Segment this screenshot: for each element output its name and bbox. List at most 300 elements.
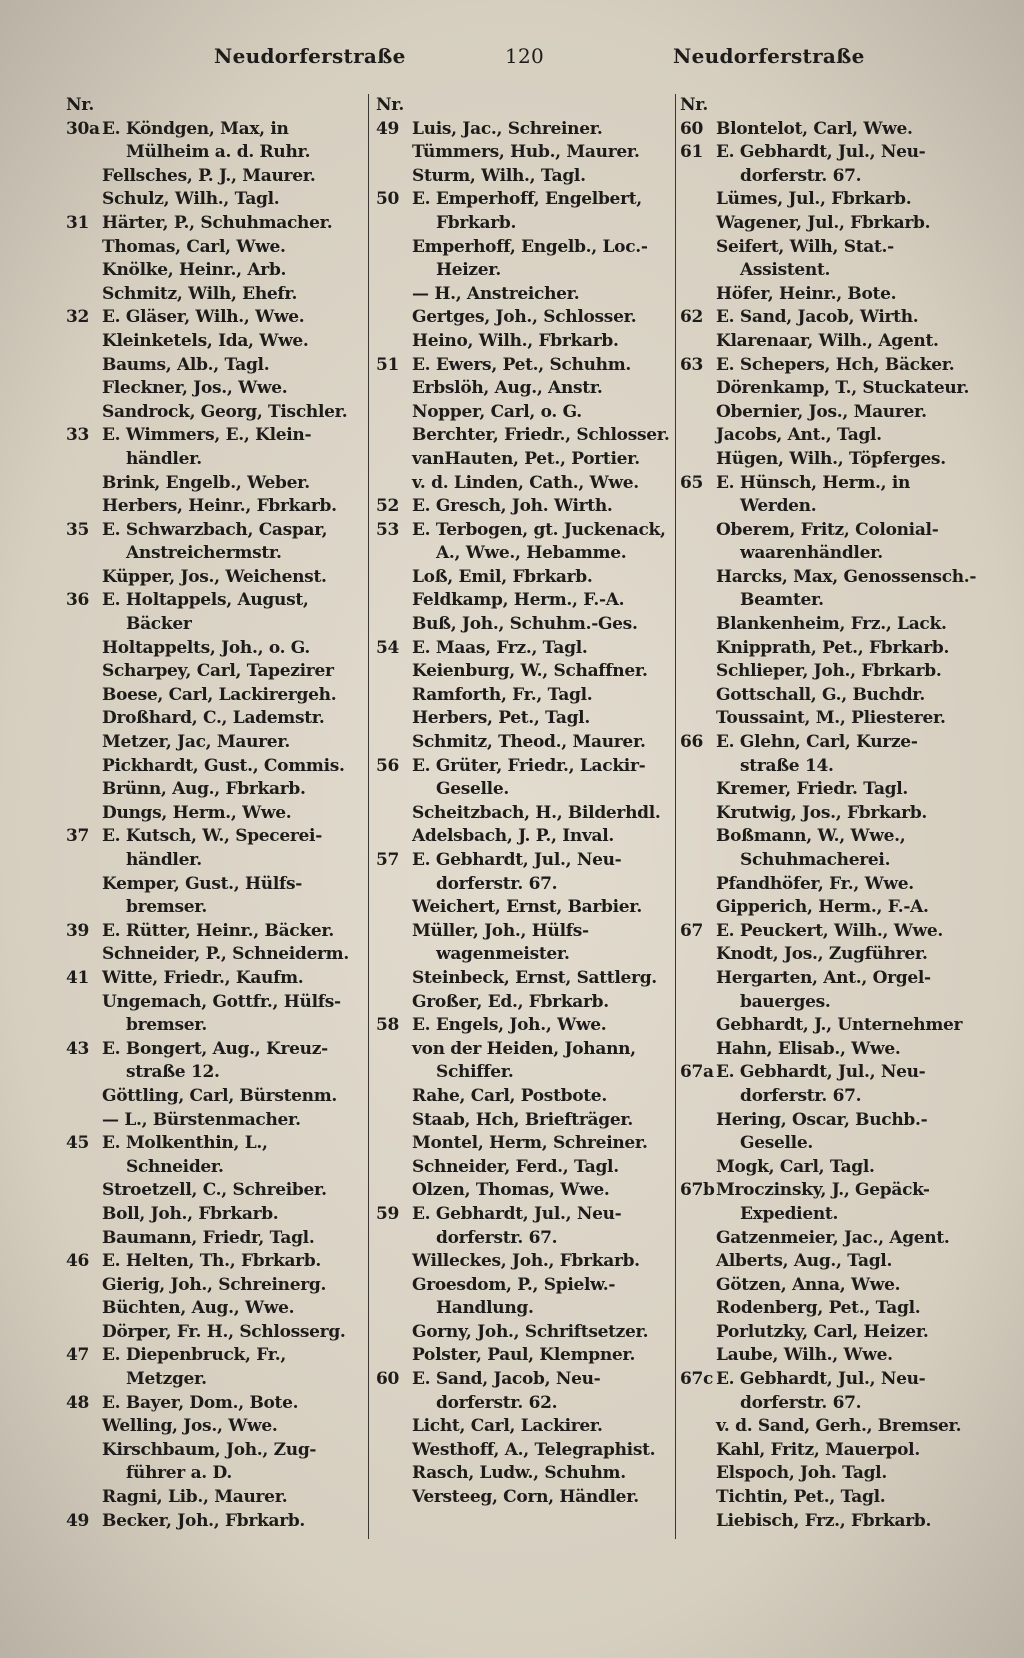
directory-entry-line — [376, 778, 668, 802]
directory-entry-line — [66, 1014, 358, 1038]
directory-column-1 — [66, 94, 358, 1533]
entry-text: Feldkamp, Herm., F.-A. — [412, 590, 625, 611]
directory-entry-line — [680, 188, 972, 212]
directory-entry-line — [376, 1109, 668, 1133]
entry-text: E. Terbogen, gt. Juckenack, — [412, 519, 666, 540]
directory-entry-line — [680, 1321, 972, 1345]
entry-text: Hügen, Wilh., Töpferges. — [716, 448, 946, 469]
entry-text: bremser. — [126, 897, 207, 918]
entry-text: Geselle. — [436, 779, 509, 800]
directory-entry-line — [376, 660, 668, 684]
directory-entry-line — [376, 330, 668, 354]
directory-entry-line — [680, 212, 972, 236]
directory-entry-line — [680, 1462, 972, 1486]
directory-entry-line — [680, 660, 972, 684]
entry-text: Licht, Carl, Lackirer. — [412, 1416, 603, 1437]
entry-text: Harcks, Max, Genossensch.- — [716, 566, 977, 587]
directory-entry-line — [680, 259, 972, 283]
entry-text: Berchter, Friedr., Schlosser. — [412, 425, 670, 446]
directory-entry-line — [66, 283, 358, 307]
directory-entry-line — [66, 1392, 358, 1416]
directory-entry-line — [376, 236, 668, 260]
directory-entry-line — [376, 283, 668, 307]
entry-text: Boese, Carl, Lackirergeh. — [102, 684, 337, 705]
entry-text: Nopper, Carl, o. G. — [412, 401, 582, 422]
entry-text: E. Bongert, Aug., Kreuz- — [102, 1038, 328, 1059]
directory-entry-line — [66, 873, 358, 897]
directory-entry-line — [66, 1156, 358, 1180]
entry-text: E. Emperhoff, Engelbert, — [412, 189, 642, 210]
entry-text: händler. — [126, 850, 202, 870]
entry-text: Nr. — [66, 95, 94, 115]
directory-entry-line — [376, 377, 668, 401]
entry-text: Hering, Oscar, Buchb.- — [716, 1109, 928, 1130]
entry-text: Beamter. — [740, 590, 824, 611]
directory-entry-line — [680, 1085, 972, 1109]
directory-entry-line — [680, 1109, 972, 1133]
directory-entry-line — [376, 1486, 668, 1510]
entry-text: Boßmann, W., Wwe., — [716, 826, 906, 847]
directory-entry-line — [680, 755, 972, 779]
house-number: 30a — [66, 118, 100, 139]
directory-entry-line — [376, 755, 668, 779]
entry-text: v. d. Linden, Cath., Wwe. — [412, 472, 639, 493]
directory-entry-line — [66, 259, 358, 283]
entry-text: Porlutzky, Carl, Heizer. — [716, 1321, 929, 1342]
entry-text: Olzen, Thomas, Wwe. — [412, 1180, 610, 1201]
entry-text: Baumann, Friedr, Tagl. — [102, 1227, 315, 1248]
entry-text: Schmitz, Wilh, Ehefr. — [102, 283, 298, 304]
directory-entry-line — [376, 967, 668, 991]
page-number: 120 — [505, 44, 545, 68]
entry-text: Brink, Engelb., Weber. — [102, 472, 310, 493]
directory-entry-line — [66, 1462, 358, 1486]
entry-text: bauerges. — [740, 991, 831, 1012]
directory-entry-line — [680, 637, 972, 661]
entry-text: Schlieper, Joh., Fbrkarb. — [716, 661, 942, 682]
column-heading — [66, 94, 358, 118]
entry-text: Ungemach, Gottfr., Hülfs- — [102, 991, 341, 1012]
directory-entry-line — [376, 1179, 668, 1203]
entry-text: Göttling, Carl, Bürstenm. — [102, 1085, 338, 1106]
entry-text: Rasch, Ludw., Schuhm. — [412, 1463, 626, 1484]
directory-entry-line — [66, 896, 358, 920]
entry-text: Wagener, Jul., Fbrkarb. — [716, 212, 931, 233]
directory-entry-line — [66, 1061, 358, 1085]
directory-entry-line — [376, 1368, 668, 1392]
entry-text: — L., Bürstenmacher. — [102, 1109, 301, 1130]
entry-text: E. Gebhardt, Jul., Neu- — [716, 142, 926, 163]
entry-text: Jacobs, Ant., Tagl. — [716, 425, 882, 446]
entry-text: Kahl, Fritz, Mauerpol. — [716, 1439, 920, 1460]
directory-entry-line — [376, 1085, 668, 1109]
directory-entry-line — [66, 589, 358, 613]
directory-entry-line — [66, 967, 358, 991]
directory-entry-line — [680, 1486, 972, 1510]
house-number: 31 — [66, 212, 90, 233]
directory-entry-line — [680, 1203, 972, 1227]
entry-text: E. Grüter, Friedr., Lackir- — [412, 755, 646, 776]
directory-entry-line — [376, 141, 668, 165]
entry-text: Laube, Wilh., Wwe. — [716, 1345, 893, 1366]
entry-text: Hergarten, Ant., Orgel- — [716, 967, 931, 988]
entry-text: vanHauten, Pet., Portier. — [412, 448, 640, 469]
directory-entry-line — [376, 991, 668, 1015]
directory-entry-line — [680, 1179, 972, 1203]
directory-entry-line — [66, 1344, 358, 1368]
directory-entry-line — [680, 165, 972, 189]
directory-entry-line — [680, 1439, 972, 1463]
column-heading — [376, 94, 668, 118]
directory-entry-line — [680, 1415, 972, 1439]
house-number: 53 — [376, 519, 400, 540]
entry-text: Tichtin, Pet., Tagl. — [716, 1487, 886, 1508]
house-number: 43 — [66, 1038, 90, 1059]
entry-text: E. Peuckert, Wilh., Wwe. — [716, 920, 943, 941]
entry-text: Ragni, Lib., Maurer. — [102, 1487, 288, 1508]
entry-text: E. Schepers, Hch, Bäcker. — [716, 354, 955, 375]
entry-text: Erbslöh, Aug., Anstr. — [412, 378, 603, 399]
entry-text: Geselle. — [740, 1133, 813, 1154]
directory-entry-line — [66, 424, 358, 448]
entry-text: Büchten, Aug., Wwe. — [102, 1298, 295, 1319]
entry-text: Schmitz, Theod., Maurer. — [412, 732, 646, 753]
directory-entry-line — [66, 1297, 358, 1321]
directory-entry-line — [376, 354, 668, 378]
house-number: 52 — [376, 496, 400, 517]
directory-entry-line — [680, 896, 972, 920]
directory-entry-line — [66, 1368, 358, 1392]
directory-entry-line — [66, 1179, 358, 1203]
house-number: 67b — [680, 1180, 715, 1201]
house-number: 67c — [680, 1369, 714, 1390]
entry-text: Steinbeck, Ernst, Sattlerg. — [412, 967, 657, 988]
directory-entry-line — [680, 306, 972, 330]
house-number: 47 — [66, 1345, 90, 1366]
entry-text: Scheitzbach, H., Bilderhdl. — [412, 802, 661, 823]
directory-entry-line — [376, 1061, 668, 1085]
house-number: 39 — [66, 920, 90, 941]
directory-entry-line — [376, 118, 668, 142]
directory-entry-line — [376, 1321, 668, 1345]
entry-text: v. d. Sand, Gerh., Bremser. — [716, 1416, 962, 1437]
entry-text: Witte, Friedr., Kaufm. — [102, 967, 304, 988]
directory-entry-line — [66, 731, 358, 755]
directory-entry-line — [66, 118, 358, 142]
entry-text: E. Gebhardt, Jul., Neu- — [716, 1369, 926, 1390]
house-number: 54 — [376, 637, 400, 658]
entry-text: Pfandhöfer, Fr., Wwe. — [716, 873, 914, 894]
directory-entry-line — [376, 896, 668, 920]
directory-entry-line — [66, 188, 358, 212]
entry-text: Blankenheim, Frz., Lack. — [716, 614, 947, 635]
entry-text: Heino, Wilh., Fbrkarb. — [412, 330, 619, 351]
directory-entry-line — [680, 519, 972, 543]
directory-entry-line — [680, 943, 972, 967]
directory-entry-line — [66, 1109, 358, 1133]
house-number: 36 — [66, 590, 90, 611]
entry-text: Gebhardt, J., Unternehmer — [716, 1015, 963, 1036]
directory-entry-line — [66, 1250, 358, 1274]
running-head-left: Neudorferstraße — [214, 44, 406, 68]
entry-text: Handlung. — [436, 1298, 534, 1319]
directory-entry-line — [680, 849, 972, 873]
entry-text: E. Rütter, Heinr., Bäcker. — [102, 920, 335, 941]
entry-text: Emperhoff, Engelb., Loc.- — [412, 236, 648, 257]
entry-text: Weichert, Ernst, Barbier. — [412, 897, 643, 918]
entry-text: Schneider, P., Schneiderm. — [102, 944, 349, 965]
entry-text: E. Gebhardt, Jul., Neu- — [716, 1062, 926, 1083]
entry-text: E. Gebhardt, Jul., Neu- — [412, 1203, 622, 1224]
directory-entry-line — [680, 613, 972, 637]
entry-text: Götzen, Anna, Wwe. — [716, 1274, 901, 1295]
directory-entry-line — [680, 472, 972, 496]
directory-entry-line — [680, 330, 972, 354]
entry-text: E. Gresch, Joh. Wirth. — [412, 496, 613, 517]
directory-entry-line — [66, 637, 358, 661]
directory-entry-line — [680, 1061, 972, 1085]
entry-text: Herbers, Heinr., Fbrkarb. — [102, 496, 337, 517]
entry-text: Müller, Joh., Hülfs- — [412, 920, 589, 941]
house-number: 59 — [376, 1203, 400, 1224]
entry-text: E. Schwarzbach, Caspar, — [102, 519, 328, 540]
directory-entry-line — [680, 873, 972, 897]
directory-entry-line — [66, 802, 358, 826]
entry-text: E. Sand, Jacob, Wirth. — [716, 307, 919, 328]
directory-entry-line — [376, 542, 668, 566]
house-number: 49 — [376, 118, 400, 139]
directory-entry-line — [680, 802, 972, 826]
entry-text: Schulz, Wilh., Tagl. — [102, 189, 280, 210]
directory-entry-line — [66, 495, 358, 519]
directory-entry-line — [66, 613, 358, 637]
entry-text: bremser. — [126, 1015, 207, 1036]
entry-text: waarenhändler. — [740, 543, 883, 564]
entry-text: Kremer, Friedr. Tagl. — [716, 779, 909, 800]
directory-entry-line — [680, 283, 972, 307]
directory-entry-line — [66, 1321, 358, 1345]
entry-text: Mroczinsky, J., Gepäck- — [716, 1180, 930, 1201]
entry-text: Polster, Paul, Klempner. — [412, 1345, 636, 1366]
entry-text: Gorny, Joh., Schriftsetzer. — [412, 1321, 649, 1342]
directory-entry-line — [376, 1014, 668, 1038]
directory-entry-line — [680, 991, 972, 1015]
directory-entry-line — [66, 1439, 358, 1463]
directory-entry-line — [66, 306, 358, 330]
entry-text: Assistent. — [740, 260, 831, 281]
directory-entry-line — [66, 1227, 358, 1251]
house-number: 60 — [680, 118, 704, 139]
directory-entry-line — [376, 1462, 668, 1486]
directory-entry-line — [376, 1250, 668, 1274]
entry-text: E. Helten, Th., Fbrkarb. — [102, 1251, 322, 1272]
directory-entry-line — [66, 141, 358, 165]
entry-text: Welling, Jos., Wwe. — [102, 1416, 278, 1437]
directory-entry-line — [680, 1392, 972, 1416]
directory-entry-line — [66, 660, 358, 684]
directory-entry-line — [376, 1274, 668, 1298]
directory-entry-line — [66, 1415, 358, 1439]
directory-entry-line — [680, 1156, 972, 1180]
entry-text: E. Bayer, Dom., Bote. — [102, 1392, 299, 1413]
entry-text: Baums, Alb., Tagl. — [102, 354, 270, 375]
entry-text: Pickhardt, Gust., Commis. — [102, 755, 345, 776]
directory-entry-line — [66, 684, 358, 708]
entry-text: von der Heiden, Johann, — [412, 1038, 636, 1059]
entry-text: E. Gläser, Wilh., Wwe. — [102, 307, 305, 328]
entry-text: Sturm, Wilh., Tagl. — [412, 165, 586, 186]
directory-entry-line — [66, 448, 358, 472]
entry-text: Willeckes, Joh., Fbrkarb. — [412, 1251, 640, 1272]
house-number: 46 — [66, 1251, 90, 1272]
entry-text: Luis, Jac., Schreiner. — [412, 118, 603, 139]
house-number: 51 — [376, 354, 400, 375]
entry-text: Schneider, Ferd., Tagl. — [412, 1156, 619, 1177]
directory-entry-line — [376, 1132, 668, 1156]
entry-text: Lümes, Jul., Fbrkarb. — [716, 189, 912, 210]
entry-text: dorferstr. 62. — [436, 1392, 558, 1413]
directory-column-2 — [376, 94, 668, 1510]
house-number: 48 — [66, 1392, 90, 1413]
entry-text: Rahe, Carl, Postbote. — [412, 1085, 607, 1106]
directory-entry-line — [680, 1368, 972, 1392]
directory-entry-line — [376, 165, 668, 189]
entry-text: E. Ewers, Pet., Schuhm. — [412, 354, 632, 375]
directory-entry-line — [376, 873, 668, 897]
entry-text: dorferstr. 67. — [740, 1392, 862, 1413]
entry-text: Dörenkamp, T., Stuckateur. — [716, 378, 970, 399]
directory-entry-line — [376, 802, 668, 826]
directory-entry-line — [680, 566, 977, 590]
directory-entry-line — [376, 188, 668, 212]
entry-text: Höfer, Heinr., Bote. — [716, 283, 897, 304]
entry-text: Loß, Emil, Fbrkarb. — [412, 566, 593, 587]
entry-text: Härter, P., Schuhmacher. — [102, 212, 333, 233]
entry-text: Fleckner, Jos., Wwe. — [102, 378, 288, 399]
directory-entry-line — [66, 1038, 358, 1062]
house-number: 50 — [376, 189, 400, 210]
directory-entry-line — [376, 684, 668, 708]
house-number: 61 — [680, 142, 704, 163]
entry-text: Gipperich, Herm., F.-A. — [716, 897, 929, 918]
entry-text: Stroetzell, C., Schreiber. — [102, 1180, 327, 1201]
directory-entry-line — [66, 920, 358, 944]
entry-text: Droßhard, C., Lademstr. — [102, 708, 325, 729]
entry-text: Toussaint, M., Pliesterer. — [716, 708, 946, 729]
entry-text: Werden. — [740, 496, 817, 517]
entry-text: E. Maas, Frz., Tagl. — [412, 637, 588, 658]
directory-entry-line — [376, 1392, 668, 1416]
entry-text: Knipprath, Pet., Fbrkarb. — [716, 637, 950, 658]
entry-text: Knodt, Jos., Zugführer. — [716, 944, 928, 965]
entry-text: E. Diepenbruck, Fr., — [102, 1345, 287, 1366]
directory-entry-line — [66, 1132, 358, 1156]
directory-entry-line — [66, 212, 358, 236]
directory-entry-line — [66, 778, 358, 802]
entry-text: dorferstr. 67. — [436, 873, 558, 894]
directory-entry-line — [680, 1227, 972, 1251]
directory-entry-line — [66, 236, 358, 260]
directory-entry-line — [376, 825, 668, 849]
directory-entry-line — [66, 377, 358, 401]
directory-entry-line — [680, 778, 972, 802]
directory-entry-line — [376, 920, 668, 944]
directory-column-3 — [680, 94, 977, 1533]
house-number: 62 — [680, 307, 704, 328]
directory-entry-line — [376, 472, 668, 496]
directory-entry-line — [376, 589, 668, 613]
house-number: 33 — [66, 425, 90, 446]
directory-entry-line — [66, 401, 358, 425]
directory-entry-line — [66, 542, 358, 566]
entry-text: Holtappelts, Joh., o. G. — [102, 637, 311, 658]
directory-entry-line — [66, 354, 358, 378]
entry-text: Herbers, Pet., Tagl. — [412, 708, 590, 729]
entry-text: Buß, Joh., Schuhm.-Ges. — [412, 614, 638, 635]
directory-entry-line — [680, 1274, 972, 1298]
directory-entry-line — [376, 212, 668, 236]
directory-entry-line — [376, 306, 668, 330]
entry-text: Fellsches, P. J., Maurer. — [102, 165, 316, 186]
entry-text: Westhoff, A., Telegraphist. — [412, 1439, 656, 1460]
directory-entry-line — [376, 613, 668, 637]
directory-entry-line — [680, 731, 972, 755]
directory-entry-line — [376, 707, 668, 731]
entry-text: E. Köndgen, Max, in — [102, 118, 289, 139]
entry-text: Knölke, Heinr., Arb. — [102, 260, 287, 281]
entry-text: dorferstr. 67. — [740, 1085, 862, 1106]
entry-text: — H., Anstreicher. — [412, 283, 580, 304]
entry-text: Obernier, Jos., Maurer. — [716, 401, 927, 422]
directory-entry-line — [376, 519, 668, 543]
directory-entry-line — [376, 1156, 668, 1180]
entry-text: wagenmeister. — [436, 944, 570, 965]
house-number: 37 — [66, 826, 90, 847]
directory-entry-line — [680, 1510, 972, 1534]
entry-text: Liebisch, Frz., Fbrkarb. — [716, 1510, 932, 1531]
entry-text: Sandrock, Georg, Tischler. — [102, 401, 348, 422]
entry-text: straße 12. — [126, 1062, 220, 1083]
entry-text: Nr. — [680, 95, 708, 115]
entry-text: E. Glehn, Carl, Kurze- — [716, 732, 918, 753]
directory-entry-line — [376, 731, 668, 755]
directory-entry-line — [376, 259, 668, 283]
entry-text: Expedient. — [740, 1203, 839, 1224]
house-number: 41 — [66, 967, 90, 988]
directory-entry-line — [680, 236, 972, 260]
directory-entry-line — [376, 1297, 668, 1321]
column-divider — [368, 94, 369, 1539]
entry-text: dorferstr. 67. — [740, 165, 862, 186]
directory-entry-line — [680, 1250, 972, 1274]
column-divider — [675, 94, 676, 1539]
entry-text: E. Hünsch, Herm., in — [716, 472, 911, 493]
directory-entry-line — [66, 330, 358, 354]
directory-entry-line — [680, 141, 972, 165]
entry-text: Dörper, Fr. H., Schlosserg. — [102, 1321, 346, 1342]
entry-text: Boll, Joh., Fbrkarb. — [102, 1203, 279, 1224]
entry-text: Dungs, Herm., Wwe. — [102, 802, 292, 823]
directory-entry-line — [680, 684, 972, 708]
directory-entry-line — [66, 165, 358, 189]
entry-text: E. Wimmers, E., Klein- — [102, 425, 312, 446]
directory-entry-line — [376, 849, 668, 873]
directory-entry-line — [376, 637, 668, 661]
directory-entry-line — [680, 1297, 972, 1321]
entry-text: führer a. D. — [126, 1463, 232, 1484]
directory-entry-line — [680, 1344, 972, 1368]
directory-entry-line — [66, 755, 358, 779]
